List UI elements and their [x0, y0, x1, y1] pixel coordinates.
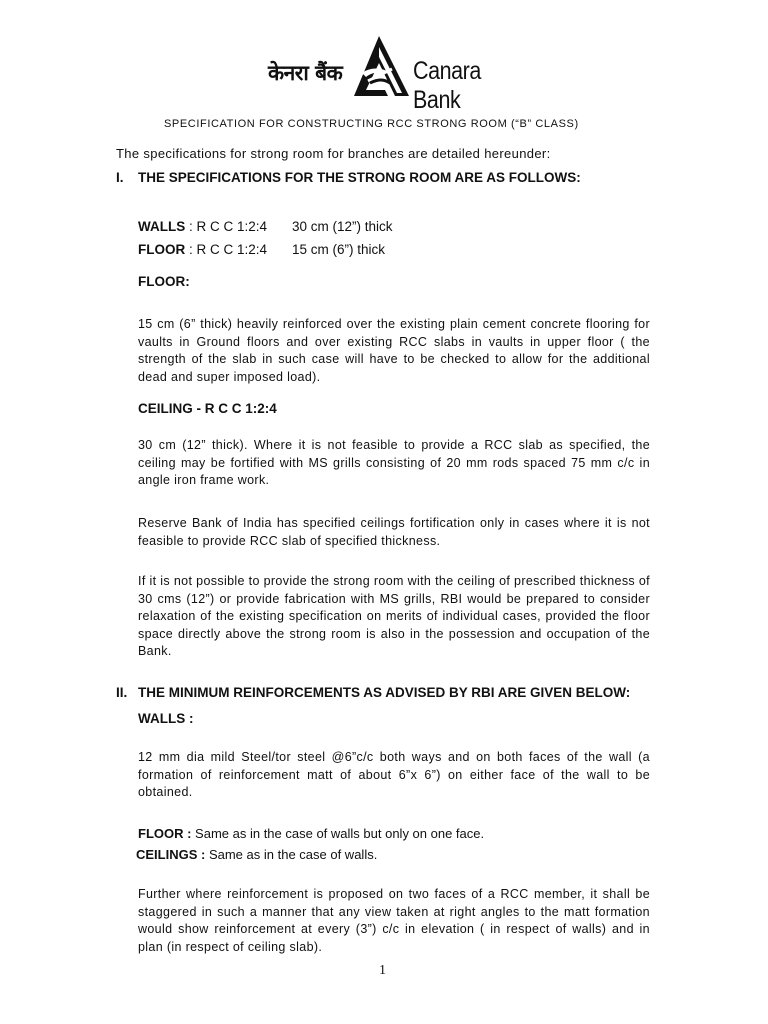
logo-english-text: Canara Bank — [413, 57, 481, 114]
canara-bank-logo — [268, 33, 518, 114]
ceilings-line-text: Same as in the case of walls. — [205, 847, 378, 862]
walls-heading: WALLS : — [138, 711, 194, 726]
relaxation-paragraph: If it is not possible to provide the strong room with the ceiling of prescribed thickness of 30 cms (12”) or provide fabrication with MS grills, RBI would be prepared to consider relaxation of the existing specification on merits of individual cases, provided the floor space directly above the strong room is also in the possession and occupation of the Bank. — [138, 574, 650, 658]
section-2-heading: THE MINIMUM REINFORCEMENTS AS ADVISED BY RBI ARE GIVEN BELOW: — [138, 685, 631, 700]
ceiling-paragraph: 30 cm (12” thick). Where it is not feasible to provide a RCC slab as specified, the ceiling may be fortified with MS grills consisting of 20 mm rods spaced 75 mm c/c in angle iron frame work. — [138, 438, 650, 487]
ceilings-line-label: CEILINGS : — [136, 847, 206, 862]
section-1-number: I. — [116, 170, 124, 185]
floor-heading: FLOOR: — [138, 274, 190, 289]
walls-spec-thickness: 30 cm (12”) thick — [292, 219, 393, 234]
further-paragraph: Further where reinforcement is proposed on two faces of a RCC member, it shall be staggered in such a manner that any view taken at right angles to the matt formation would show reinforcement at every (3”) c/c in elevation ( in respect of walls) and in plan (in respect of ceiling slab). — [138, 887, 650, 954]
intro-text: The specifications for strong room for branches are detailed hereunder: — [116, 146, 551, 161]
walls-spec — [138, 219, 267, 234]
canara-bank-emblem-icon — [352, 33, 412, 101]
floor-spec — [138, 242, 267, 257]
walls-spec-label: WALLS — [138, 219, 186, 234]
document-title: SPECIFICATION FOR CONSTRUCTING RCC STRONG ROOM (“B” CLASS) — [164, 118, 579, 130]
floor-line — [138, 826, 484, 841]
ceiling-heading: CEILING - R C C 1:2:4 — [138, 401, 277, 416]
page-number: 1 — [379, 963, 386, 978]
floor-spec-thickness: 15 cm (6”) thick — [292, 242, 386, 257]
section-1-heading: THE SPECIFICATIONS FOR THE STRONG ROOM ARE AS FOLLOWS: — [138, 170, 581, 185]
floor-paragraph: 15 cm (6” thick) heavily reinforced over the existing plain cement concrete flooring for vaults in Ground floors and over existing RCC slabs in vaults in upper floor ( the strength of the slab in such case will have to be checked to allow for the additional dead and super imposed load). — [138, 317, 650, 384]
logo-hindi-text: केनरा बैंक — [268, 61, 343, 85]
walls-spec-mix: : R C C 1:2:4 — [185, 219, 268, 234]
floor-spec-label: FLOOR — [138, 242, 186, 257]
floor-line-text: Same as in the case of walls but only on one face. — [191, 826, 485, 841]
rbi-paragraph: Reserve Bank of India has specified ceilings fortification only in cases where it is not feasible to provide RCC slab of specified thickness. — [138, 516, 650, 548]
ceilings-line — [136, 847, 377, 862]
section-2-number: II. — [116, 685, 128, 700]
walls-paragraph: 12 mm dia mild Steel/tor steel @6”c/c both ways and on both faces of the wall (a formation of reinforcement matt of about 6”x 6”) on either face of the wall to be obtained. — [138, 750, 650, 799]
floor-spec-mix: : R C C 1:2:4 — [185, 242, 268, 257]
floor-line-label: FLOOR : — [138, 826, 192, 841]
